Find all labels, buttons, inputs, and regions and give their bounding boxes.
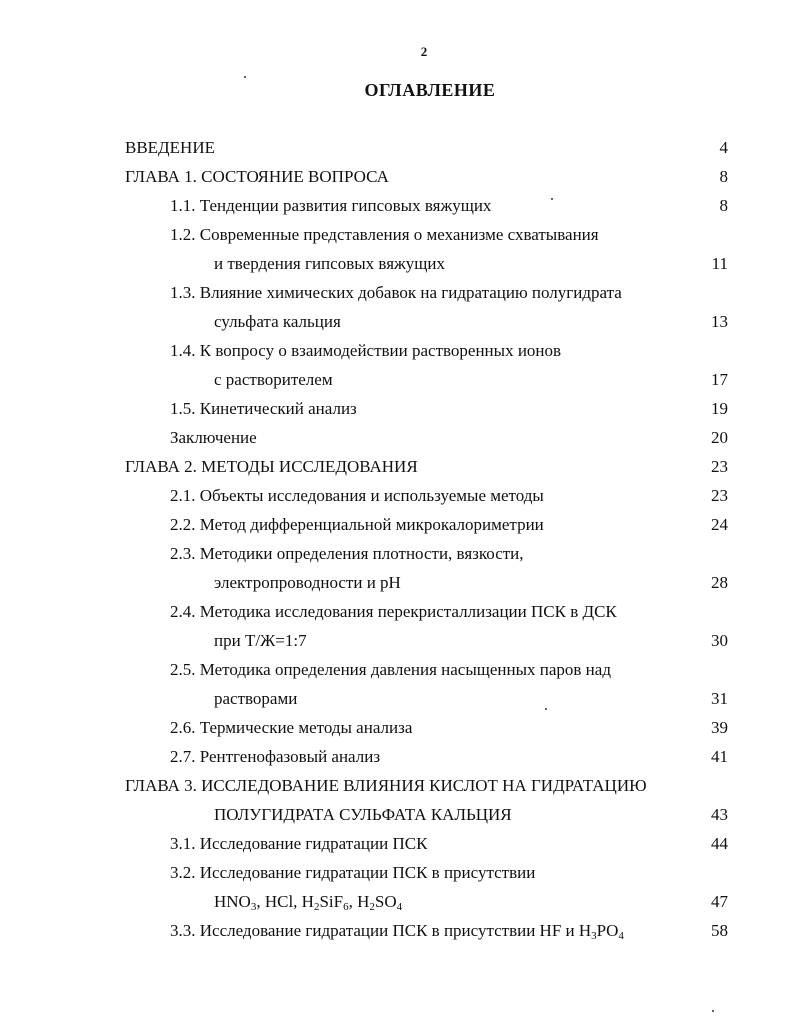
toc-entry-text: 2.1. Объекты исследования и используемые методы bbox=[170, 486, 544, 505]
scan-speck bbox=[244, 76, 246, 78]
toc-entry-text: электропроводности и pH bbox=[214, 573, 401, 592]
toc-entry-chapter-3-cont bbox=[0, 802, 796, 828]
toc-entry-page: 44 bbox=[711, 834, 728, 853]
toc-entry-conclusion bbox=[0, 425, 796, 451]
toc-entry-text: 1.5. Кинетический анализ bbox=[170, 399, 357, 418]
toc-entry-text: растворами bbox=[214, 689, 298, 708]
toc-entry-text: 2.4. Методика исследования перекристаллизации ПСК в ДСК bbox=[170, 602, 617, 621]
toc-entry-text: 3.3. Исследование гидратации ПСК в присутствии HF и $H_3PO_4$ bbox=[170, 921, 624, 942]
toc-entry-page: 41 bbox=[711, 747, 728, 766]
toc-entry-text: ГЛАВА 3. ИССЛЕДОВАНИЕ ВЛИЯНИЯ КИСЛОТ НА ГИДРАТАЦИЮ bbox=[125, 776, 647, 795]
toc-entry-text: ПОЛУГИДРАТА СУЛЬФАТА КАЛЬЦИЯ bbox=[214, 805, 512, 824]
toc-entry-page: 8 bbox=[719, 196, 728, 215]
toc-entry-introduction bbox=[0, 135, 796, 161]
toc-entry-page: 20 bbox=[711, 428, 728, 447]
toc-entry-1-2-cont bbox=[0, 251, 796, 277]
toc-entry-2-1 bbox=[0, 483, 796, 509]
toc-entry-2-2 bbox=[0, 512, 796, 538]
toc-entry-page: 13 bbox=[711, 312, 728, 331]
toc-entry-text: сульфата кальция bbox=[214, 312, 341, 331]
toc-entry-text: 1.1. Тенденции развития гипсовых вяжущих bbox=[170, 196, 492, 215]
toc-entry-2-4 bbox=[0, 599, 796, 625]
toc-entry-2-5 bbox=[0, 657, 796, 683]
toc-entry-page: 24 bbox=[711, 515, 728, 534]
toc-entry-text: Заключение bbox=[170, 428, 257, 447]
toc-entry-1-5 bbox=[0, 396, 796, 422]
toc-entry-page: 47 bbox=[711, 892, 728, 911]
toc-title: ОГЛАВЛЕНИЕ bbox=[364, 80, 496, 100]
toc-entry-page: 39 bbox=[711, 718, 728, 737]
toc-entry-page: 17 bbox=[711, 370, 728, 389]
toc-entry-text: при Т/Ж=1:7 bbox=[214, 631, 307, 650]
toc-entry-page: 8 bbox=[719, 167, 728, 186]
toc-entry-text: 1.3. Влияние химических добавок на гидратацию полугидрата bbox=[170, 283, 622, 302]
toc-entry-chapter-3 bbox=[0, 773, 796, 799]
toc-entry-text: 1.2. Современные представления о механизме схватывания bbox=[170, 225, 599, 244]
toc-entry-3-1 bbox=[0, 831, 796, 857]
toc-entry-1-3-cont bbox=[0, 309, 796, 335]
toc-entry-text: $HNO_3$, HCl, $H_2SiF_6$, $H_2SO_4$ bbox=[214, 892, 403, 913]
toc-entry-text: 2.6. Термические методы анализа bbox=[170, 718, 413, 737]
scan-speck bbox=[551, 198, 553, 200]
toc-entry-3-3 bbox=[0, 918, 796, 944]
toc-entry-text: 3.1. Исследование гидратации ПСК bbox=[170, 834, 428, 853]
toc-entry-text: ГЛАВА 1. СОСТОЯНИЕ ВОПРОСА bbox=[125, 167, 389, 186]
toc-entry-2-5-cont bbox=[0, 686, 796, 712]
toc-entry-page: 23 bbox=[711, 457, 728, 476]
toc-entry-2-6 bbox=[0, 715, 796, 741]
toc-entry-page: 43 bbox=[711, 805, 728, 824]
toc-entry-page: 30 bbox=[711, 631, 728, 650]
toc-entry-page: 28 bbox=[711, 573, 728, 592]
toc-entry-text: и твердения гипсовых вяжущих bbox=[214, 254, 445, 273]
toc-entry-text: 2.5. Методика определения давления насыщенных паров над bbox=[170, 660, 611, 679]
toc-entry-text: 2.3. Методики определения плотности, вязкости, bbox=[170, 544, 524, 563]
toc-entry-chapter-2 bbox=[0, 454, 796, 480]
toc-entry-text: ВВЕДЕНИЕ bbox=[125, 138, 215, 157]
toc-entry-3-2 bbox=[0, 860, 796, 886]
toc-entry-1-4-cont bbox=[0, 367, 796, 393]
toc-entry-1-2 bbox=[0, 222, 796, 248]
toc-entry-text: 2.7. Рентгенофазовый анализ bbox=[170, 747, 381, 766]
page-number: 2 bbox=[420, 44, 428, 59]
toc-entry-text: ГЛАВА 2. МЕТОДЫ ИССЛЕДОВАНИЯ bbox=[125, 457, 418, 476]
toc-entry-2-3 bbox=[0, 541, 796, 567]
toc-entry-page: 58 bbox=[711, 921, 728, 940]
toc-entry-page: 31 bbox=[711, 689, 728, 708]
toc-entry-page: 4 bbox=[719, 138, 728, 157]
toc-entry-2-3-cont bbox=[0, 570, 796, 596]
toc-entry-page: 23 bbox=[711, 486, 728, 505]
scan-speck bbox=[712, 1010, 714, 1012]
toc-entry-page: 19 bbox=[711, 399, 728, 418]
toc-entry-1-4 bbox=[0, 338, 796, 364]
toc-entry-3-2-cont bbox=[0, 889, 796, 915]
scan-speck bbox=[545, 708, 547, 710]
toc-entry-1-1 bbox=[0, 193, 796, 219]
toc-entry-text: 3.2. Исследование гидратации ПСК в присутствии bbox=[170, 863, 536, 882]
toc-entry-text: с растворителем bbox=[214, 370, 333, 389]
toc-entry-page: 11 bbox=[711, 254, 728, 273]
toc-entry-text: 1.4. К вопросу о взаимодействии растворенных ионов bbox=[170, 341, 562, 360]
toc-entry-chapter-1 bbox=[0, 164, 796, 190]
toc-entry-2-7 bbox=[0, 744, 796, 770]
toc-entry-text: 2.2. Метод дифференциальной микрокалориметрии bbox=[170, 515, 544, 534]
toc-entry-2-4-cont bbox=[0, 628, 796, 654]
toc-entry-1-3 bbox=[0, 280, 796, 306]
